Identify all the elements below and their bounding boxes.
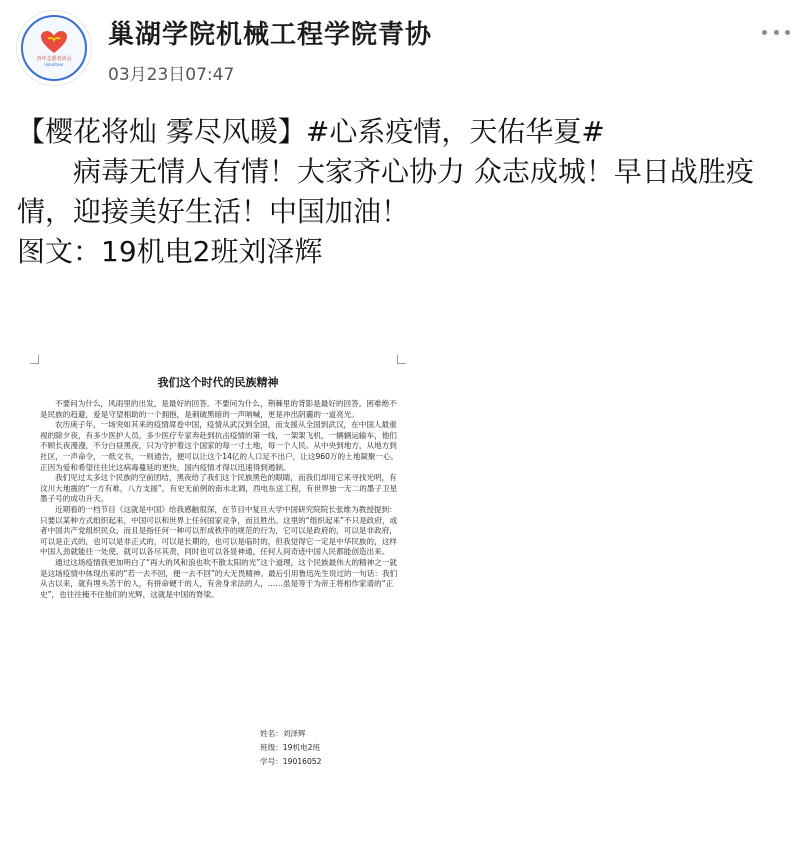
avatar-caption: 青年志愿者协会 — [36, 56, 72, 62]
volunteer-logo-icon — [21, 15, 87, 81]
account-name[interactable]: 巢湖学院机械工程学院青协 — [108, 20, 433, 50]
post-timestamp: 03月23日07:47 — [108, 65, 235, 85]
heart-hand-icon — [39, 29, 69, 55]
essay-paragraph: 近期看的一档节目《这就是中国》给我感触很深，在节目中复旦大学中国研究院院长张维为教授提到：只要以某种方式组织起来，中国可以和世界上任何国家竞争，而且胜出。这里的“组织起来”不只是政府，或者中国共产党组织民众，而且是指任何一种可以形成秩序的规范的行为，它可以是政府的，可以是非政府，可以是正式的，也可以是非正式的，可以是长期的，也可以是临时的，但我觉得它一定是中华民族的，这样中国人劲就能往一处使，就可以各尽其责，同时也可以各显神通，任何人间奇迹中国人民都能创造出来。 — [40, 504, 398, 557]
more-dot-icon — [785, 30, 790, 35]
author-student-id: 学号：19016052 — [260, 757, 322, 766]
post-message: 病毒无情人有情！大家齐心协力 众志成城！早日战胜疫情，迎接美好生活！中国加油！ — [17, 155, 754, 228]
essay-paragraph: 通过这场疫情我更加明白了“再大的风和浪也吹不散太阳的光”这个道理，这个民族最伟大的精神之一就是这场疫情中体现出来的“若一去不回，便一去不回”的大无畏精神。最后引用鲁迅先生说过的一句话：我们从古以来，就有埋头苦干的人，有拼命硬干的人，有舍身求法的人，……虽是等于为帝王将相作家谱的“正史”，也往往掩不住他们的光辉，这就是中国的脊梁。 — [40, 557, 398, 599]
more-dot-icon — [762, 30, 767, 35]
essay-body — [40, 399, 402, 600]
post-header — [0, 0, 799, 105]
essay-paragraph: 我们见过太多这个民族的空前团结，黑夜给了我们这个民族黑色的眼睛，而我们却用它来寻找光明，有汶川大地震的“一方有难，八方支援”，有史无前例的南水北调，西电东送工程，有世界独一无二的墨子卫星墨子号的成功升天。 — [40, 473, 398, 504]
essay-title: 我们这个时代的民族精神 — [157, 376, 279, 389]
crop-mark-top-left — [30, 355, 39, 364]
essay-signature — [260, 727, 321, 769]
more-dot-icon — [774, 30, 779, 35]
essay-image[interactable] — [30, 355, 406, 825]
post-text — [17, 112, 789, 272]
essay-paragraph: 农历庚子年，一场突如其来的疫情席卷中国，疫情从武汉到全国，而支援从全国到武汉，在中国人最重视的除夕夜，有多少医护人员，多少医疗专家奔赴到抗击疫情的第一线，一架架飞机，一辆辆运输车，他们不顾长夜漫漫，不分白昼黑夜，只为守护着这个国家的每一寸土地，每一个人民。从中央到地方，从地方到社区，一声命令，一纸文书，一则通告，便可以让这个14亿的人口足不出户，让这960万的土地凝聚一心。正因为爱和希望往往比这病毒蔓延的更快，国内疫情才得以迅速得到遏制。 — [40, 420, 399, 472]
crop-mark-top-right — [397, 355, 406, 364]
author-class: 班级：19机电2班 — [260, 743, 321, 752]
account-avatar[interactable] — [17, 11, 91, 85]
more-options-button[interactable] — [762, 22, 790, 42]
author-name: 姓名：刘泽辉 — [260, 729, 306, 738]
essay-paragraph: 不要问为什么，风雨里的出发，是最好的回答。不要问为什么，荆棘里的背影是最好的回答。困难绝不是民族的趋避，爱是守望相助的一个拥抱，是刺破黑暗的一声呐喊，更是冲出阴霾的一道亮光。 — [40, 399, 397, 419]
post-headline: 【樱花将灿 雾尽风暖】#心系疫情，天佑华夏# — [17, 115, 605, 148]
avatar-sub-caption: volunteer — [44, 62, 64, 67]
post-credit: 图文：19机电2班刘泽辉 — [17, 235, 323, 268]
